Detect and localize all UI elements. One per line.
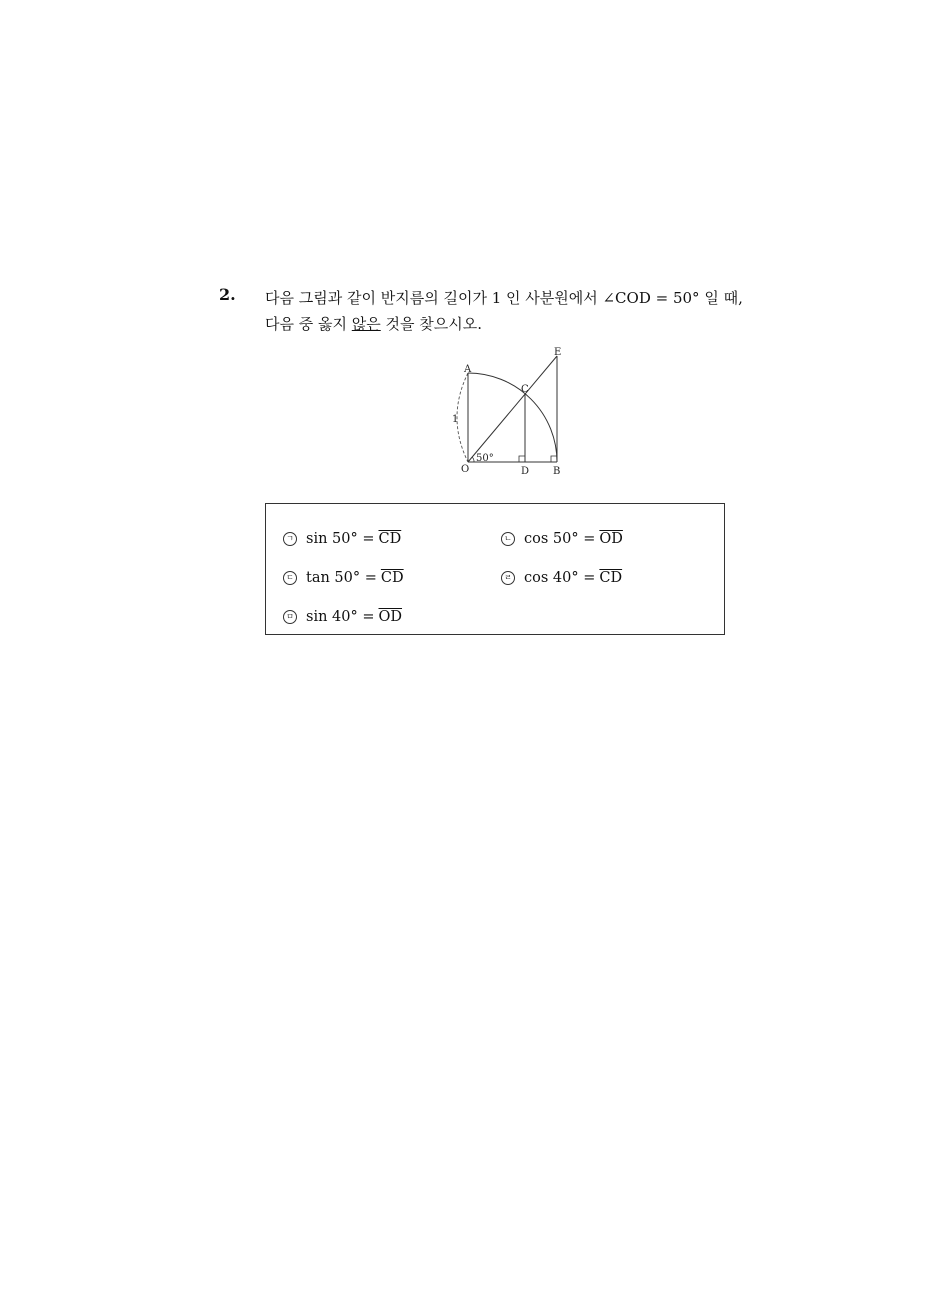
question-text-pre: 다음 중 옳지 — [265, 315, 352, 333]
question-text-line-2 — [265, 313, 482, 334]
label-A: A — [464, 364, 472, 375]
question-number: 2. — [219, 285, 236, 304]
label-E: E — [554, 347, 562, 358]
quarter-arc — [468, 373, 557, 462]
figure-svg — [446, 343, 576, 478]
choice-segment-2: $\overline{OD}$ — [599, 531, 623, 547]
choice-segment-3: $\overline{CD}$ — [380, 570, 404, 586]
label-D: D — [521, 466, 530, 477]
quarter-circle-figure — [446, 343, 576, 478]
choice-func-3: tan 50° = — [306, 570, 377, 586]
label-radius-one: 1 — [452, 414, 459, 425]
choice-1 — [283, 531, 401, 547]
choice-2 — [501, 531, 623, 547]
label-angle: 50° — [476, 453, 494, 464]
choice-func-4: cos 40° = — [524, 570, 596, 586]
right-angle-mark-D — [519, 456, 525, 462]
right-angle-mark-B — [551, 456, 557, 462]
choice-3 — [283, 570, 404, 586]
choice-segment-5: $\overline{OD}$ — [378, 609, 403, 625]
choice-marker-3: ㄷ — [283, 571, 297, 585]
label-B: B — [553, 466, 561, 477]
choice-segment-4: $\overline{CD}$ — [599, 570, 623, 586]
angle-arc — [472, 457, 474, 462]
choice-func-1: sin 50° = — [306, 531, 375, 547]
radius-brace — [457, 373, 468, 462]
segment-OE — [468, 356, 557, 462]
question-text-line-1: 다음 그림과 같이 반지름의 길이가 1 인 사분원에서 ∠COD = 50° 일 때, — [265, 289, 743, 307]
choice-5 — [283, 609, 402, 625]
choices-box — [265, 503, 725, 635]
underlined-word: 않은 — [351, 315, 381, 333]
choice-4 — [501, 570, 622, 586]
label-C: C — [521, 384, 529, 395]
choice-marker-4: ㄹ — [501, 571, 515, 585]
choice-segment-1: $\overline{CD}$ — [378, 531, 402, 547]
label-O: O — [461, 464, 470, 475]
choice-func-2: cos 50° = — [524, 531, 596, 547]
choice-marker-5: ㅁ — [283, 610, 297, 624]
choice-func-5: sin 40° = — [306, 609, 375, 625]
choice-marker-2: ㄴ — [501, 532, 515, 546]
choice-marker-1: ㄱ — [283, 532, 297, 546]
question-text-post: 것을 찾으시오. — [380, 315, 482, 333]
